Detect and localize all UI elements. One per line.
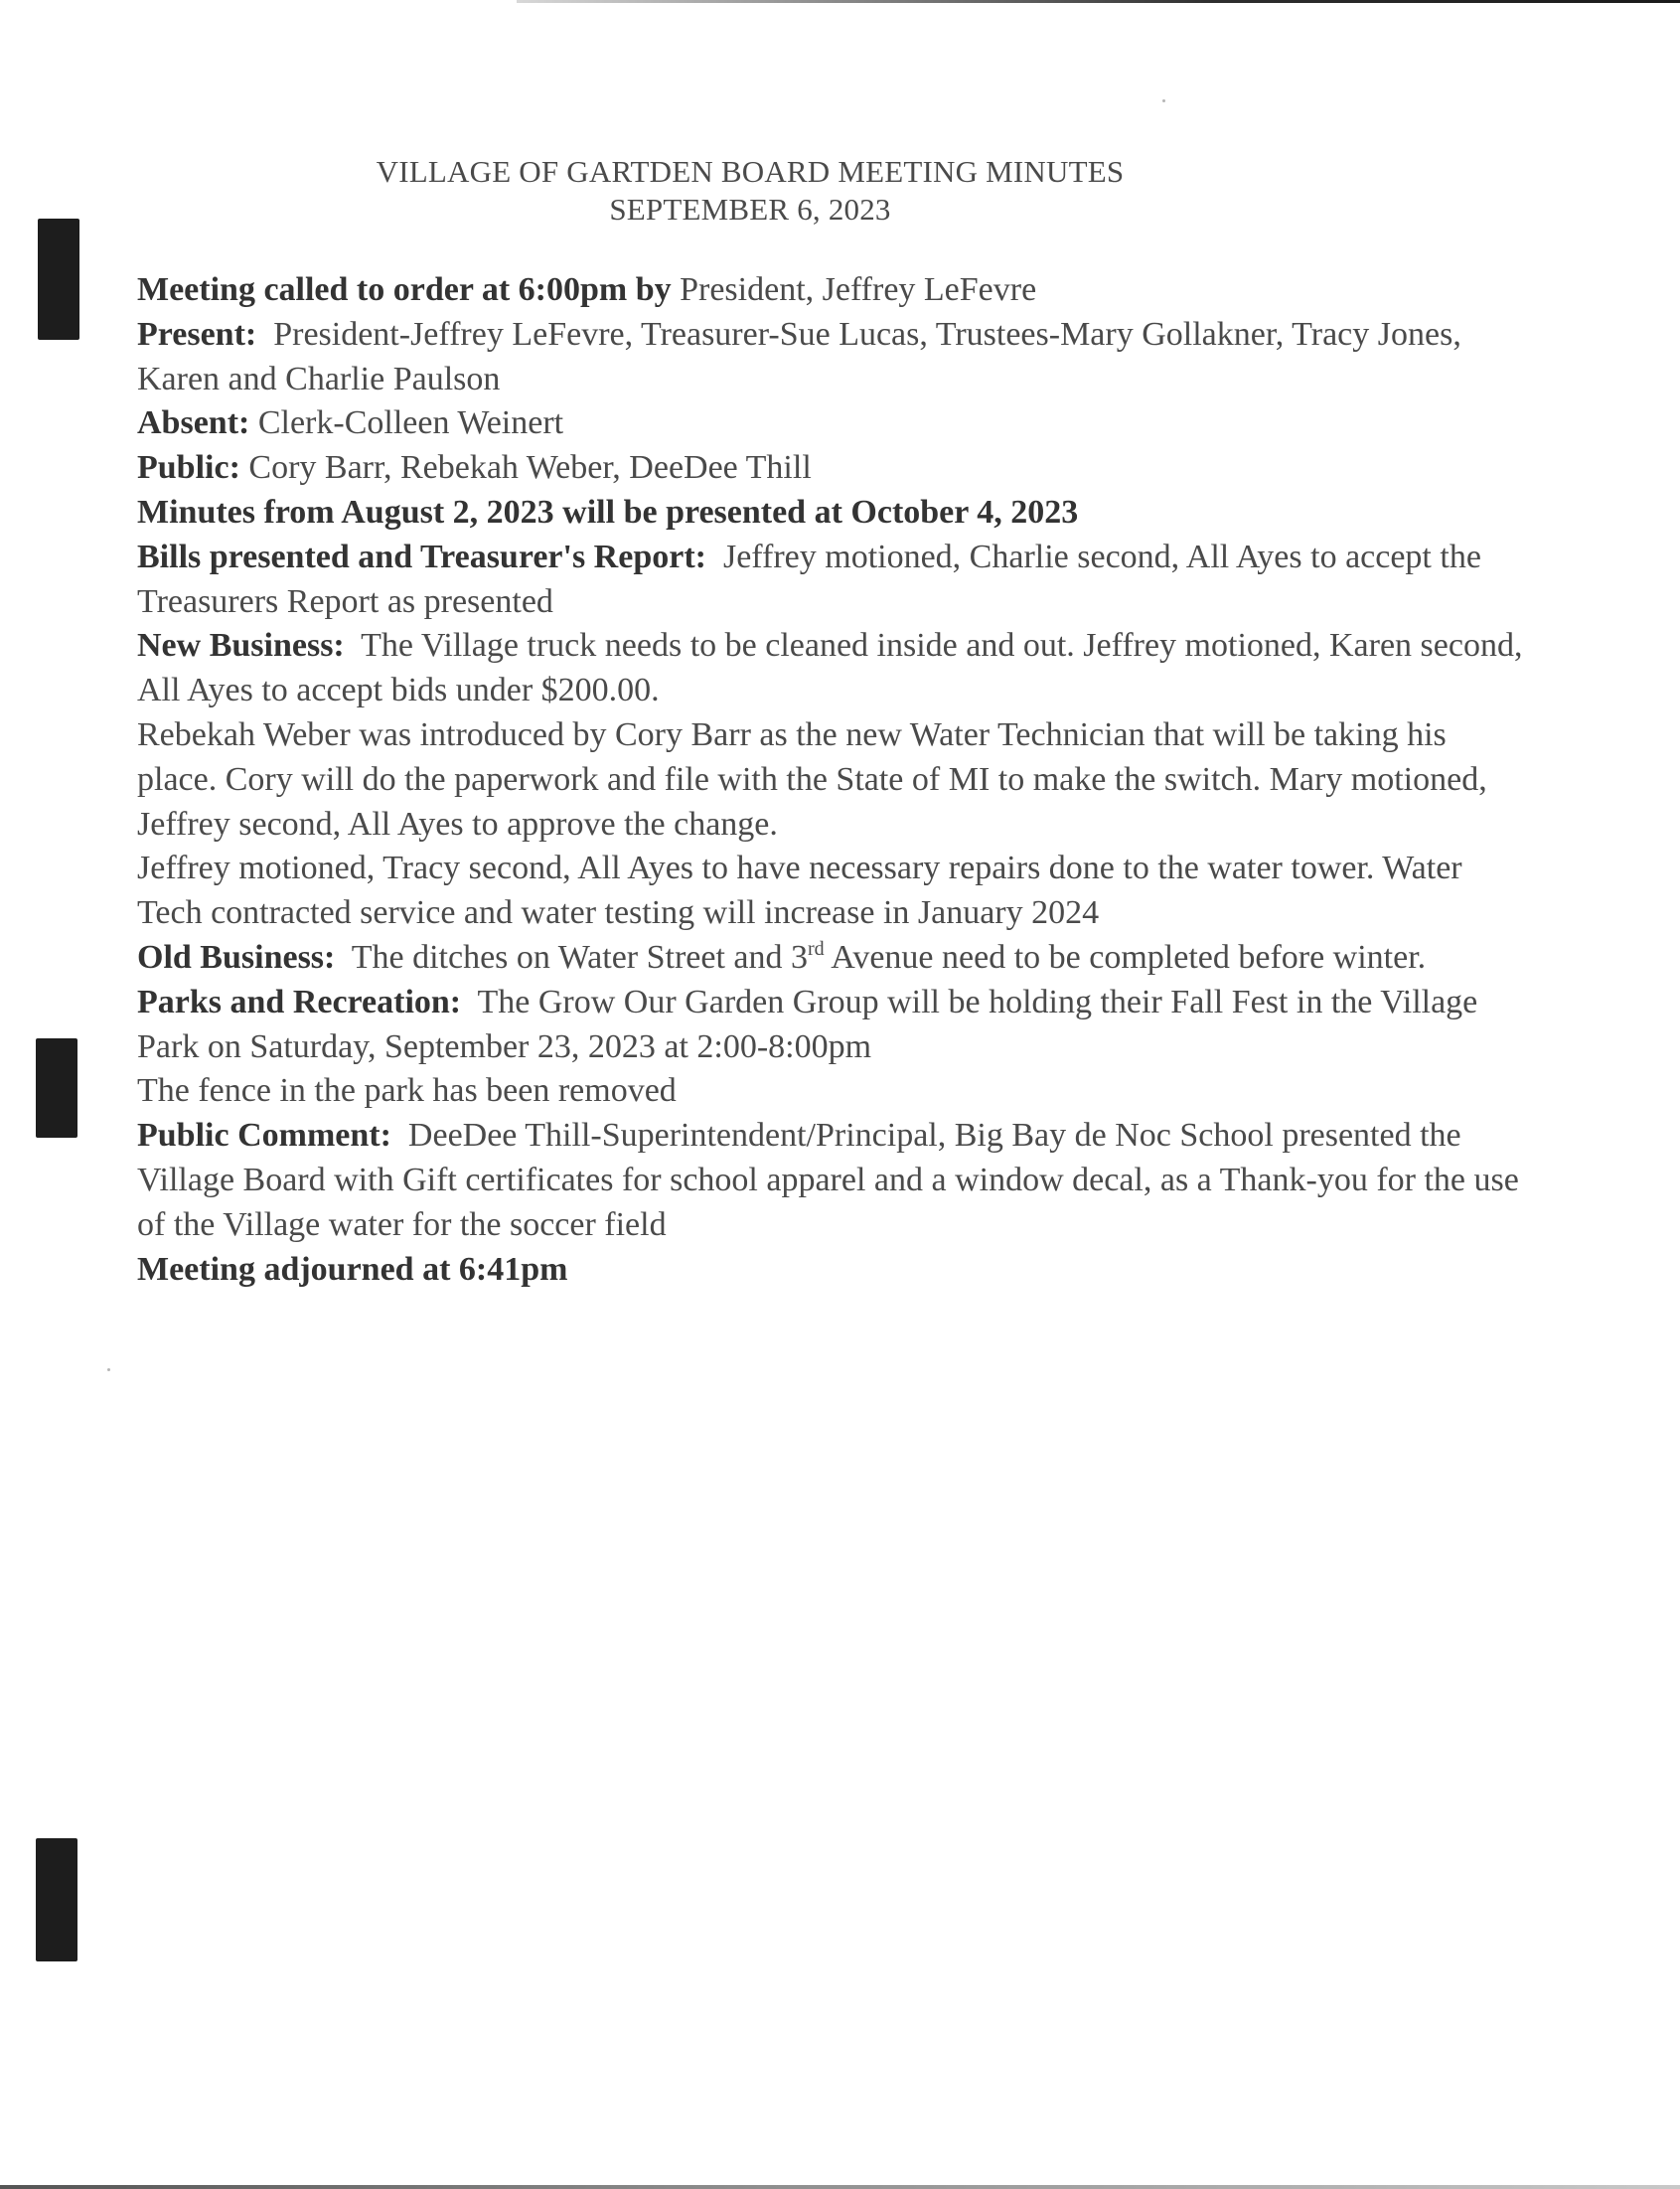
water-tower-paragraph: Jeffrey motioned, Tracy second, All Ayes to have necessary repairs done to the water tower. Water Tech contracted service and water testing will increase in January 2024 (137, 850, 1462, 932)
adjourned-label: Meeting adjourned at 6:41pm (137, 1250, 568, 1288)
public-text: Cory Barr, Rebekah Weber, DeeDee Thill (248, 449, 812, 487)
prior-minutes-label: Minutes from August 2, 2023 will be presented at October 4, 2023 (137, 493, 1079, 531)
old-business-text-after: Avenue need to be completed before winter. (824, 938, 1427, 976)
parks-label: Parks and Recreation: (137, 983, 462, 1020)
ordinal-superscript: rd (808, 937, 825, 960)
absent-paragraph (137, 401, 1528, 446)
binder-mark-top (38, 219, 79, 340)
document-header (0, 153, 1500, 229)
scan-speck (107, 1368, 110, 1371)
absent-label: Absent: (137, 404, 250, 442)
prior-minutes-paragraph (137, 491, 1528, 536)
water-technician-paragraph: Rebekah Weber was introduced by Cory Barr as the new Water Technician that will be taking his place. Cory will do the paperwork and file with the State of MI to make the switch. Mary motioned, Jeffrey second, All Ayes to approve the change. (137, 715, 1487, 843)
scan-top-edge (517, 0, 1680, 3)
public-label: Public: (137, 449, 240, 487)
present-label: Present: (137, 315, 257, 353)
minutes-body (137, 268, 1528, 1292)
public-paragraph (137, 446, 1528, 491)
call-to-order-text: President, Jeffrey LeFevre (680, 271, 1037, 308)
call-to-order-label: Meeting called to order at 6:00pm by (137, 271, 672, 308)
public-comment-text: DeeDee Thill-Superintendent/Principal, Big Bay de Noc School presented the Village Board with Gift certificates for school apparel and a window decal, as a Thank-you for the use of the Village water for the soccer field (137, 1117, 1519, 1243)
old-business-paragraph (137, 936, 1528, 981)
new-business-label: New Business: (137, 627, 345, 665)
present-text: President-Jeffrey LeFevre, Treasurer-Sue Lucas, Trustees-Mary Gollakner, Tracy Jones, Karen and Charlie Paulson (137, 315, 1461, 397)
new-business-text: The Village truck needs to be cleaned inside and out. Jeffrey motioned, Karen second, All Ayes to accept bids under $200.00. (137, 627, 1523, 709)
fence-paragraph: The fence in the park has been removed (137, 1072, 677, 1110)
scan-speck (1162, 99, 1165, 102)
old-business-label: Old Business: (137, 938, 336, 976)
new-business-paragraph (137, 624, 1528, 713)
absent-text: Clerk-Colleen Weinert (257, 404, 564, 442)
bills-paragraph (137, 536, 1528, 625)
binder-mark-middle (36, 1038, 77, 1138)
bills-label: Bills presented and Treasurer's Report: (137, 538, 706, 575)
call-to-order-paragraph (137, 268, 1528, 313)
document-date: SEPTEMBER 6, 2023 (609, 192, 891, 227)
old-business-text-before: The ditches on Water Street and 3 (351, 938, 809, 976)
parks-text: The Grow Our Garden Group will be holding their Fall Fest in the Village Park on Saturday, September 23, 2023 at 2:00-8:00pm (137, 983, 1478, 1065)
public-comment-label: Public Comment: (137, 1117, 391, 1155)
adjourned-paragraph (137, 1248, 1528, 1293)
binder-mark-bottom (36, 1838, 77, 1961)
document-title: VILLAGE OF GARTDEN BOARD MEETING MINUTES (376, 154, 1125, 189)
scan-bottom-edge (0, 2185, 1680, 2189)
public-comment-paragraph (137, 1114, 1528, 1247)
parks-paragraph (137, 981, 1528, 1070)
bills-text: Jeffrey motioned, Charlie second, All Ayes to accept the Treasurers Report as presented (137, 538, 1481, 620)
present-paragraph (137, 313, 1528, 402)
